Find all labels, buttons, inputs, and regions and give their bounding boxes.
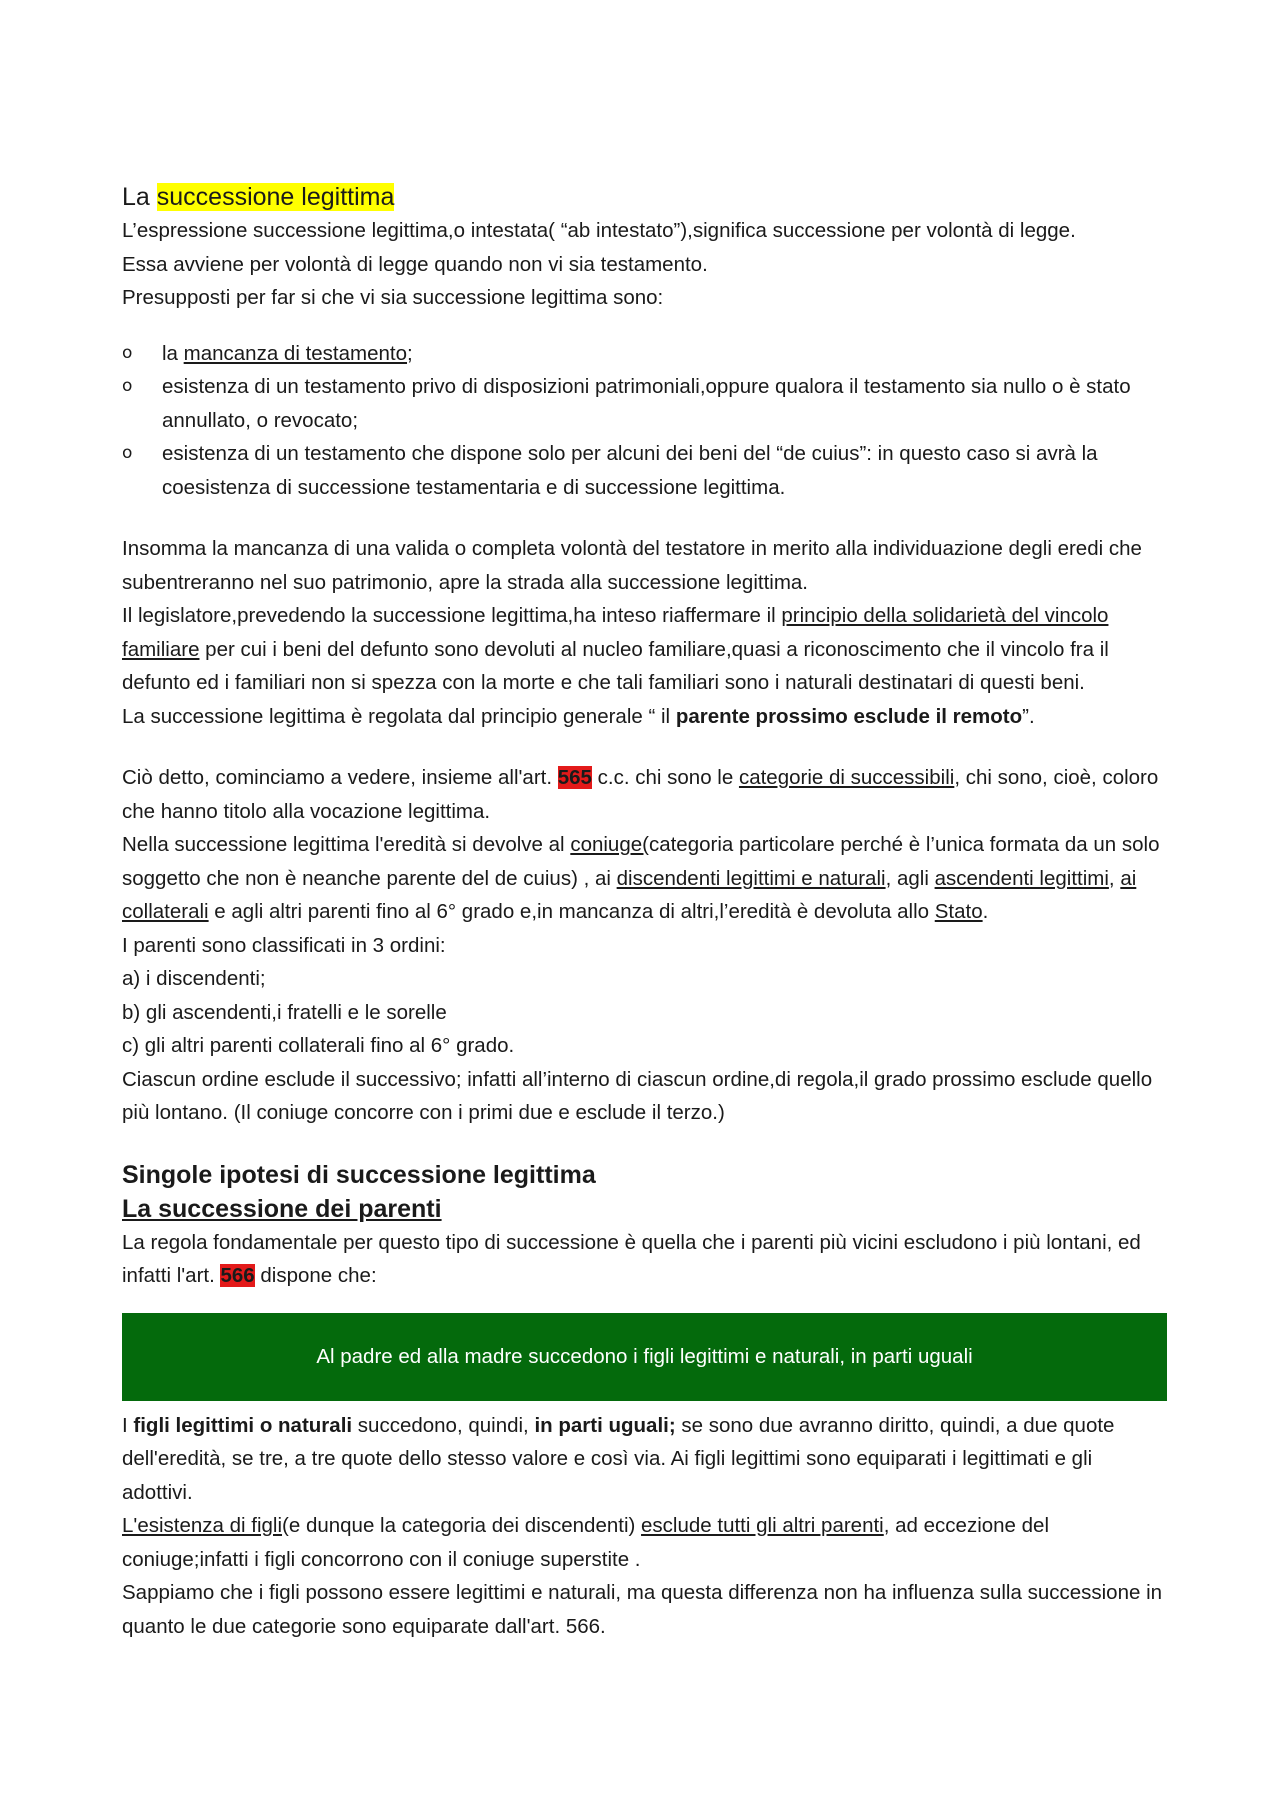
order-item-c: c) gli altri parenti collaterali fino al 6° grado.: [122, 1034, 515, 1057]
page-title: [122, 180, 1167, 214]
underlined-text: esclude tutti gli altri parenti: [641, 1514, 884, 1537]
title-prefix: La: [122, 183, 157, 211]
paragraph-principio: La successione legittima è regolata dal principio generale “ il parente prossimo esclude il remoto”.: [122, 704, 1035, 728]
paragraph-esistenza-figli: L'esistenza di figli(e dunque la categoria dei discendenti) esclude tutti gli altri parenti, ad eccezione del coniuge;infatti i figli concorrono con il coniuge superstite .: [122, 1514, 1050, 1571]
paragraph-ciascun-ordine: Ciascun ordine esclude il successivo; infatti all’interno di ciascun ordine,di regola,il grado prossimo esclude quello più lontano. (Il coniuge concorre con i primi due e esclude il terzo.): [122, 1067, 1153, 1124]
bullet-circle-icon: o: [122, 443, 133, 463]
title-highlight: successione legittima: [156, 183, 395, 211]
bullet-circle-icon: o: [122, 342, 133, 363]
intro-line-1: L’espressione successione legittima,o intestata( “ab intestato”),significa successione per volontà di legge.: [122, 219, 1076, 242]
underlined-text: ascendenti legittimi: [934, 866, 1109, 890]
bold-text: parente prossimo esclude il remoto: [675, 704, 1023, 728]
intro-line-3: Presupposti per far si che vi sia successione legittima sono:: [122, 286, 664, 309]
section-subheading: La successione dei parenti: [122, 1194, 442, 1223]
underlined-text: ai collaterali: [122, 866, 1137, 923]
article-ref-565: 565: [557, 766, 592, 789]
presupposti-list: [122, 337, 1167, 505]
quote-banner-text: Al padre ed alla madre succedono i figli legittimi e naturali, in parti uguali: [316, 1344, 973, 1368]
order-item-b: b) gli ascendenti,i fratelli e le sorelle: [122, 1000, 447, 1024]
bullet-circle-icon: o: [122, 376, 133, 396]
paragraph-categorie: Ciò detto, cominciamo a vedere, insieme all'art. 565 c.c. chi sono le categorie di successibili, chi sono, cioè, coloro che hanno titolo alla vocazione legittima.: [122, 766, 1159, 823]
bold-text: figli legittimi o naturali: [133, 1413, 353, 1437]
underlined-text: coniuge(: [570, 833, 649, 856]
underlined-text: categorie di successibili: [738, 766, 955, 789]
bold-text: in parti uguali;: [534, 1413, 676, 1437]
document-page: [122, 180, 1167, 1643]
underlined-text: Stato: [934, 900, 983, 923]
section-heading: Singole ipotesi di successione legittima: [122, 1160, 596, 1189]
paragraph-legislatore: Il legislatore,prevedendo la successione legittima,ha inteso riaffermare il principio della solidarietà del vincolo familiare per cui i beni del defunto sono devoluti al nucleo familiare,quasi a riconoscimento che il vincolo fra il defunto ed i familiari non si spezza con la morte e che tali familiari sono i naturali destinatari di questi beni.: [122, 604, 1109, 694]
quote-banner: [122, 1313, 1167, 1401]
underlined-text: L'esistenza di figli: [122, 1514, 283, 1537]
list-item: o esistenza di un testamento che dispone solo per alcuni dei beni del “de cuius”: in questo caso si avrà la coesistenza di successione testamentaria e di successione legittima.: [122, 437, 1167, 504]
underlined-text: discendenti legittimi e naturali: [616, 866, 886, 890]
order-item-a: a) i discendenti;: [122, 967, 266, 990]
paragraph-regola: La regola fondamentale per questo tipo di successione è quella che i parenti più vicini escludono i più lontani, ed infatti l'art. 566 dispone che:: [122, 1230, 1141, 1287]
underlined-text: principio della solidarietà del vincolo familiare: [122, 604, 1109, 661]
intro-line-2: Essa avviene per volontà di legge quando non vi sia testamento.: [122, 252, 708, 276]
paragraph-insomma: Insomma la mancanza di una valida o completa volontà del testatore in merito alla individuazione degli eredi che subentreranno nel suo patrimonio, apre la strada alla successione legittima.: [122, 537, 1142, 594]
paragraph-ordini: I parenti sono classificati in 3 ordini:: [122, 933, 446, 957]
paragraph-figli: I figli legittimi o naturali succedono, quindi, in parti uguali; se sono due avranno diritto, quindi, a due quote dell'eredità, se tre, a tre quote dello stesso valore e così via. Ai figli legittimi sono equiparati i legittimati e gli adottivi.: [122, 1413, 1115, 1504]
paragraph-sappiamo: Sappiamo che i figli possono essere legittimi e naturali, ma questa differenza non ha influenza sulla successione in quanto le due categorie sono equiparate dall'art. 566.: [122, 1581, 1163, 1638]
paragraph-eredita: Nella successione legittima l'eredità si devolve al coniuge(categoria particolare perché è l’unica formata da un solo soggetto che non è neanche parente del de cuius) , ai discendenti legittimi e naturali, agli ascendenti legittimi, ai collaterali e agli altri parenti fino al 6° grado e,in mancanza di altri,l’eredità è devoluta allo Stato.: [122, 833, 1160, 923]
list-item: o esistenza di un testamento privo di disposizioni patrimoniali,oppure qualora il testamento sia nullo o è stato annullato, o revocato;: [122, 370, 1167, 437]
underlined-text: mancanza di testamento: [183, 341, 408, 365]
list-item: o la mancanza di testamento;: [122, 337, 1167, 371]
article-ref-566: 566: [220, 1264, 255, 1287]
